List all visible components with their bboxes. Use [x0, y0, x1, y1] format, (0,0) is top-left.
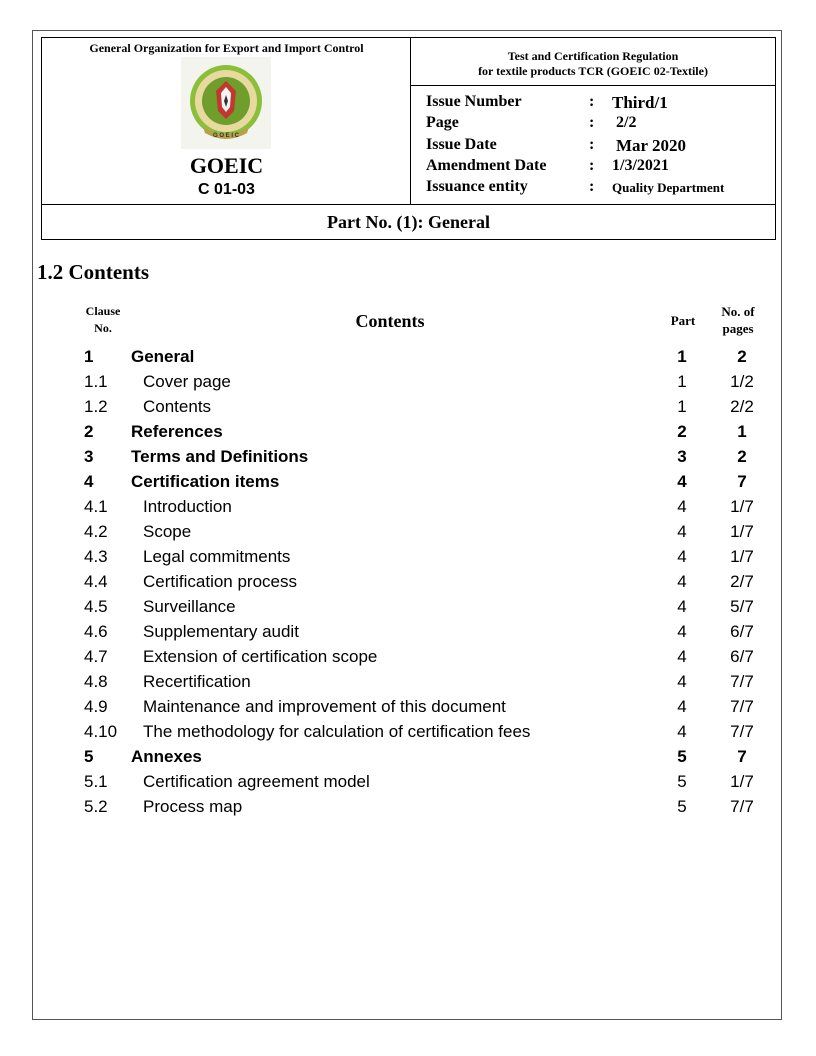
- meta-label: Amendment Date: [426, 157, 547, 174]
- part-number: 5: [677, 797, 687, 816]
- table-row: [0, 594, 816, 619]
- column-header-clause: [70, 303, 136, 337]
- column-header-pages: [710, 303, 766, 337]
- clause-number: 1.1: [84, 372, 108, 391]
- document-code: C 01-03: [198, 181, 255, 198]
- page-count: 2/7: [730, 572, 754, 591]
- table-row: [0, 669, 816, 694]
- page-count: 2: [737, 447, 747, 466]
- page-count: 2/2: [730, 397, 754, 416]
- clause-number: 4: [84, 472, 94, 491]
- clause-number: 1: [84, 347, 94, 366]
- table-row: [0, 419, 816, 444]
- page-count: 6/7: [730, 622, 754, 641]
- clause-title: Supplementary audit: [143, 622, 299, 641]
- part-number: 4: [677, 672, 687, 691]
- meta-value: 1/3/2021: [612, 157, 669, 174]
- clause-number: 4.7: [84, 647, 108, 666]
- table-row: [0, 769, 816, 794]
- clause-title: Contents: [143, 397, 212, 416]
- clause-title: Legal commitments: [143, 547, 291, 566]
- header-left-cell: [42, 38, 411, 204]
- meta-colon: :: [589, 157, 595, 174]
- clause-number: 3: [84, 447, 94, 466]
- clause-title: Process map: [143, 797, 243, 816]
- table-row: [0, 719, 816, 744]
- clause-title: Cover page: [143, 372, 231, 391]
- page-count: 5/7: [730, 597, 754, 616]
- meta-colon: :: [589, 178, 595, 195]
- column-header-clause-line1: Clause: [85, 304, 121, 318]
- clause-number: 5.2: [84, 797, 108, 816]
- document-header: [41, 37, 776, 240]
- part-title: Part No. (1): General: [327, 212, 490, 232]
- page-count: 1/2: [730, 372, 754, 391]
- clause-title: Scope: [143, 522, 192, 541]
- meta-label: Issuance entity: [426, 178, 528, 195]
- page-count: 7/7: [730, 722, 754, 741]
- table-row: [0, 744, 816, 769]
- meta-value: 2/2: [616, 114, 637, 131]
- table-row: [0, 494, 816, 519]
- part-number: 5: [677, 772, 687, 791]
- meta-colon: :: [589, 93, 595, 110]
- table-row: [0, 569, 816, 594]
- clause-title: Extension of certification scope: [143, 647, 378, 666]
- part-number: 1: [677, 397, 687, 416]
- part-number: 4: [677, 697, 687, 716]
- organization-abbreviation: GOEIC: [189, 153, 264, 178]
- part-number: 4: [677, 547, 687, 566]
- svg-text:G O E I C: G O E I C: [212, 133, 240, 139]
- clause-number: 4.3: [84, 547, 108, 566]
- part-number: 5: [677, 747, 687, 766]
- column-header-contents: Contents: [355, 311, 425, 331]
- table-row: [0, 644, 816, 669]
- page-count: 7/7: [730, 797, 754, 816]
- page-count: 1: [737, 422, 747, 441]
- meta-value: Third/1: [612, 93, 668, 112]
- meta-colon: :: [589, 114, 595, 131]
- clause-number: 4.6: [84, 622, 108, 641]
- table-row: [0, 469, 816, 494]
- meta-label: Issue Date: [426, 136, 497, 153]
- column-header-pages-line1: No. of: [721, 304, 755, 319]
- table-row: [0, 619, 816, 644]
- clause-number: 2: [84, 422, 94, 441]
- clause-number: 4.2: [84, 522, 108, 541]
- clause-number: 4.5: [84, 597, 108, 616]
- part-number: 4: [677, 647, 687, 666]
- clause-number: 4.8: [84, 672, 108, 691]
- page-count: 1/7: [730, 547, 754, 566]
- part-number: 4: [677, 597, 687, 616]
- part-title-cell: [42, 204, 775, 239]
- table-row: [0, 794, 816, 819]
- column-header-pages-line2: pages: [722, 321, 754, 336]
- table-row: [0, 344, 816, 369]
- page-count: 1/7: [730, 497, 754, 516]
- page-count: 6/7: [730, 647, 754, 666]
- organization-name: General Organization for Export and Import Control: [89, 41, 364, 55]
- meta-value: Mar 2020: [616, 136, 687, 155]
- clause-title: Terms and Definitions: [131, 447, 309, 466]
- page-count: 1/7: [730, 772, 754, 791]
- table-row: [0, 369, 816, 394]
- part-number: 4: [677, 497, 687, 516]
- meta-label: Issue Number: [426, 93, 522, 110]
- clause-title: Maintenance and improvement of this document: [143, 697, 506, 716]
- section-heading: 1.2 Contents: [37, 260, 150, 284]
- table-row: [0, 394, 816, 419]
- table-row: [0, 519, 816, 544]
- part-number: 4: [677, 522, 687, 541]
- part-number: 4: [677, 472, 687, 491]
- regulation-title: [411, 38, 775, 86]
- meta-value: Quality Department: [612, 180, 725, 195]
- clause-number: 4.9: [84, 697, 108, 716]
- part-number: 3: [677, 447, 687, 466]
- page-count: 7/7: [730, 697, 754, 716]
- part-number: 4: [677, 622, 687, 641]
- part-number: 1: [677, 347, 687, 366]
- table-row: [0, 444, 816, 469]
- clause-title: Surveillance: [143, 597, 236, 616]
- clause-title: References: [131, 422, 223, 441]
- clause-title: Certification items: [131, 472, 280, 491]
- clause-title: Introduction: [143, 497, 232, 516]
- part-number: 4: [677, 572, 687, 591]
- page-count: 2: [737, 347, 747, 366]
- clause-number: 5: [84, 747, 94, 766]
- clause-number: 4.4: [84, 572, 108, 591]
- clause-number: 4.10: [84, 722, 118, 741]
- clause-number: 4.1: [84, 497, 108, 516]
- clause-number: 1.2: [84, 397, 108, 416]
- table-row: [0, 694, 816, 719]
- column-header-clause-line2: No.: [94, 321, 112, 335]
- clause-title: Annexes: [131, 747, 202, 766]
- page-count: 1/7: [730, 522, 754, 541]
- clause-number: 5.1: [84, 772, 108, 791]
- clause-title: Recertification: [143, 672, 251, 691]
- clause-title: Certification agreement model: [143, 772, 370, 791]
- part-number: 2: [677, 422, 687, 441]
- goeic-logo-icon: [181, 57, 271, 149]
- page-count: 7: [737, 472, 747, 491]
- part-number: 1: [677, 372, 687, 391]
- clause-title: General: [131, 347, 195, 366]
- regulation-title-line1: Test and Certification Regulation: [507, 49, 679, 63]
- page-count: 7/7: [730, 672, 754, 691]
- header-right-cell: [411, 38, 775, 204]
- meta-colon: :: [589, 136, 595, 153]
- table-row: [0, 544, 816, 569]
- page-count: 7: [737, 747, 747, 766]
- clause-title: Certification process: [143, 572, 298, 591]
- regulation-title-line2: for textile products TCR (GOEIC 02-Textile): [478, 64, 708, 78]
- part-number: 4: [677, 722, 687, 741]
- column-header-part: Part: [670, 313, 696, 328]
- meta-label: Page: [426, 114, 459, 131]
- clause-title: The methodology for calculation of certification fees: [143, 722, 531, 741]
